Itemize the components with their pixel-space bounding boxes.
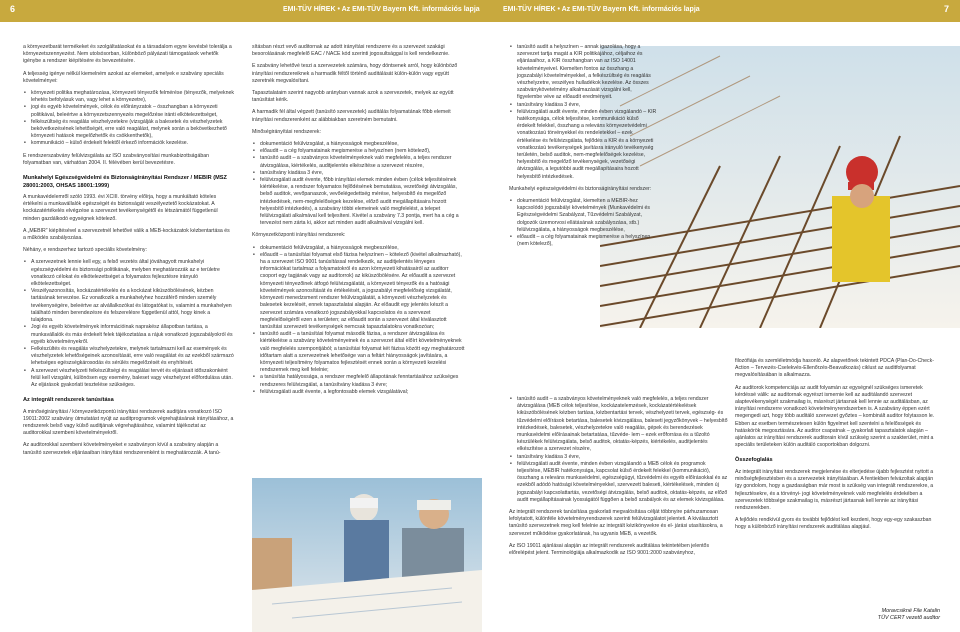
list-item: • Veszélyazonosítás, kockázatértékelés és a kockázat kiküszöbölésének, kézben tartásának tervezése. Ez vonatkozik a munkahelyhez hozzáférő minden személy tevékenységére, beleértve az alvállalkozókat és látogatókat is, valamint a munkahelyen található minden berendezésre és felszerelésre függetlenül attól, hogy kinek a tulajdona. (31, 288, 234, 324)
header-title-left: EMI-TÜV HÍREK • Az EMI-TÜV Bayern Kft. információs lapja (283, 6, 480, 13)
list-item: • a tanúsítás hatályossága, a rendszer megfelelő állapotának fenntartásához szükséges rendszeres felülvizsgálat, a tanúsítvány kiadása 3 évre; (260, 374, 465, 388)
list-item: • előaudit – a tanúsítási folyamat első fázisa helyszínen – kötelező (kivétel alkalmazható), ha a szervezet ISO 9001 tanúsítással rendelkezik, az auditjelentés lényeges információkat tartalmaz a folyamatokról és azon környezeti kihatásairól az auditorr csoport egy tagjának vagy az auditorrok) az kiküszöbölésére. Az előaudit a szervezet környezeti tényezőinek átfogó felülvizsgálatát, a környezeti tényezők és a hatósági követelmények azonosítását és értékelését, a jogszabályi megfelelőség vizsgálatát, környezeti menedzsment rendszer felülvizsgálatát, a környezeti vészhelyzetek és balesetek kezelését, ennek tapasztalatai alapján. Az előaudit egy jelentés készít a szervezet számára vonatkozó jogszabályokkal kapcsolatos és a szervezet megfelelőségéről ezen a területen; az előaudit során a szervezet által kiválasztott tanúsítási szervezeti tevékenységek nemcsak tapasztalatokra vonatkozóan; (260, 252, 465, 331)
author-title: TÜV CERT vezető auditor (877, 615, 940, 621)
bullet-list (23, 259, 234, 389)
list-item: • tanúsító audit – a tanúsítási folyamat második fázisa, a rendszer átvizsgálása és kiértékelése a szabvány követelményeinek és a szervezet által előírt követelményeknek való megfelelés szempontjából; a tanúsítási folyamat két fázisa között egy meghatározott időtartam alatt a szervezetnek lehetősége van a feltárt hiányosságok javítására, a környezeti teljesítmény folyamatos fejlesztését ennek során a környezeti kezelési rendszernek meg kell felelnie; (260, 331, 465, 374)
page-number-right: 7 (944, 4, 950, 14)
list-item: • dokumentáció felülvizsgálat, kiemelten a MEBIR-hez kapcsolódó jogszabályi követelmények (Munkavédelmi és Egészségvédelmi Szabályzat, Tűzvédelmi Szabályzat, dolgozók üzemorvosi ellátásának szabályozása, stb.) felülvizsgálata, a hiányosságok megbeszélése, (517, 198, 657, 234)
list-item: • felülvizsgálati audit évente, főbb irányítási elemek minden évben (célok teljesítésének kiértékelése, a rendszer folyamatos fejlődésének bemutatása, vezetőségi átvizsgálás, belső auditok, vevőpanaszok, vevőelégedettség mérése, helyesbítő és megelőző intézkedések, nem-megfelelőségek kezelése, előző audit megállapításaira hozott helyesbítő intézkedés), a szabvány többi elemeinek való megfelelést, a telepet felülvizsgálati alkalmával kell teljesíteni. Kivétel a szabvány 7.3 pontja, mert ha a cég a tervezést nem zárta ki, akkor azt minden audit alkalmával vizsgálni kell. (260, 177, 465, 227)
paragraph: A munkavédelemről szóló 1993. évi XCIII. törvény előírja, hogy a munkáltató köteles értékelni a munkavállalók egészségét és biztonságát veszélyeztető kockázatokat. A kockázatértékelés elvégzése a szervezet tevékenységétől és létszámától függetlenül minden gazdálkodó egységnek kötelező. (23, 194, 218, 222)
paragraph: Tapasztalataim szerint nagyobb arányban vannak azok a szervezetek, melyek az együtt tanúsítást kérik. (252, 90, 454, 104)
section-heading: Munkahelyi Egészségvédelmi és Biztonságirányítási Rendszer / MEBIR (MSZ 28001:2003, OHSAS 18001:1999) (23, 175, 227, 189)
bullet-list (509, 198, 657, 248)
paragraph: Néhány, e rendszerhez tartozó speciális követelmény: (23, 247, 147, 254)
page-number-left: 6 (10, 4, 16, 14)
paragraph: Az ISO 19011 ajánlásai alapján az integrált rendszerek auditálása tekintetében jelentős előrelépést jelent. Terminológiája alkalmazkodik az ISO 9001:2000 szabványhoz, (509, 542, 710, 557)
header-title-right: EMI-TÜV HÍREK • Az EMI-TÜV Bayern Kft. információs lapja (503, 6, 700, 13)
list-item: • A szervezet vészhelyzeti felkészültségi és reagálási tervét és eljárásait időszakonként felül kell vizsgálni, különösen egy esemény, baleset vagy vészhelyzet előfordulása után. Az eljárások gyakorlati tesztelése szükséges. (31, 368, 234, 390)
list-item: • tanúsító audit a helyszínen – annak igazolása, hogy a szervezet tartja magát a KIR politikájához, céljaihoz és eljárásaihoz, a KIR összhangban van az ISO 14001 követelményeivel. Kiemelten fontos az összhang a jogszabályi követelményekkel, a felkészültség és reagálás vészhelyzetre, veszélyes hulladékok kezelése. Az összes szabványkövetelmény alkalmazását vizsgálni kell, figyelembe véve az előaudit eredményeit. (517, 44, 657, 102)
list-item: • előaudit – a cég folyamatainak megismerése a helyszínen (nem kötelező), (517, 234, 657, 248)
paragraph: filozófiája és szemléletmódja hasonló. Az alapvetőnek tekintett PDCA (Plan-Do-Check-Action – Tervezés-Cselekvés-Ellenőrzés-Beavatkozás) ciklust az auditfolyamat megvalósításában is alkalmazza. (735, 358, 934, 379)
column-1 (23, 44, 234, 632)
list-item: • Felkészültés és reagálás vészhelyzetekre, melynek tartalmazni kell az események és vészhelyzetek lehetőségeinek azonosítását, erre való reagálást és az ezekből származó lehetséges egészségkárosodás és sérülés megelőzését és enyhítését. (31, 346, 234, 368)
paragraph: Az auditorokkal szembeni követelményeket e szabványon kívül a szabvány alapján a tanúsító szervezetek eljárásaiban irányítási rendszerenként is meghatározzák. A tanú- (23, 442, 221, 456)
list-item: • tanúsítvány kiadása 3 évre, (517, 454, 731, 461)
list-item: • felkészültség és reagálás vészhelyzetekre (vizsgálják a balesetek és vészhelyzetek bekövetkezésének lehetőségét, erre való reagálást, melynek során a bekövetkezhető környezeti hatások megelőzhetők és csökkenthetők), (31, 119, 234, 141)
paragraph: Munkahelyi egészségvédelmi és biztonságirányítási rendszer: (509, 185, 652, 192)
list-item: • tanúsítvány kiadása 3 évre, (260, 170, 465, 177)
paragraph: sításban részt vevő auditornak az adott irányítási rendszerre és a szervezet szakági besorolásának megfelelő EAC / NACE kód szerinti jogosultsággal is kell rendelkeznie. (252, 44, 450, 58)
list-item: • dokumentáció felülvizsgálat, a hiányosságok megbeszélése, (260, 245, 465, 252)
bullet-list (23, 90, 234, 148)
list-item: • tanúsítvány kiadása 3 évre, (517, 102, 657, 109)
list-item: • felülvizsgálati audit évente, minden évben vizsgálandó – KIR hatékonysága, célok teljesítése, kommunikáció külső érdekelt felekkel, összhang a releváns környezetvédelmi vonatkozású törvényekkel és rendeletekkel – ezek értékelése és felülvizsgálata, fejlődés a KIR és a környezeti vonatkozású tevékenységek javításra irányuló tevékenység területén, belső auditok, nem-megfelelőségek kezelése, helyesbítő és megelőző tevékenységek, vezetőségi átvizsgálás, a legutóbbi audit megállapításaira hozott helyesbítő intézkedések. (517, 109, 657, 181)
paragraph: Az integrált rendszerek tanúsítása gyakorlati megvalósítása célját többnyire párhuzamosan lefolytatott, különféle követelményrendszerek szerinti felülvizsgálatot jelenteti. A kiválasztott tanúsító szervezetnek meg kell felelnie az integrált kézikönyvekre és el- járási utasításokra, a szervezet működése gyakorlatának, ha ugyanis MEB, a vezetők. (509, 509, 723, 537)
list-item: • felülvizsgálati audit évente, a legfontosabb elemek vizsgálatával; (260, 389, 465, 396)
list-item: • Jogi és egyéb követelmények információinak naprakész állapotban tartása, a munkavállalók és más érdekelt felek tájékoztatása a rájuk vonatkozó jogszabályokról és egyéb követelményekről. (31, 324, 234, 346)
paragraph: A harmadik fél által végzett (tanúsító szervezetek) auditálás folyamatának főbb elemeit irányítási rendszerenként az alábbiakban szeretném bemutatni. (252, 109, 451, 123)
bullet-list (509, 44, 657, 181)
column-2 (252, 44, 465, 474)
column-4 (735, 358, 940, 632)
list-item: • felülvizsgálati audit évente, minden évben vizsgálandó a MEB célok és programok teljesítése, MEBIR hatékonysága, kapcsolat külső érdekelt felekkel (kommunikáció), összhang a releváns munkavédelmi, egészségügyi, tűzvédelmi és egyéb előírásokkal és az ezekből adódó hatósági követelményekkel, szervezett baleseti, kiértékelések, minden új jogszabályi kapcsolattartás, vezetőségi átvizsgálás, belső auditok, oktatás-képzés, az előző audit megállapításainak lyosságától függően a belső szabályok és az elemek kivizsgálása. (517, 461, 731, 504)
list-item: • dokumentáció felülvizsgálat, a hiányosságok megbeszélése, (260, 141, 465, 148)
list-item: • tanúsító audit – a szabványos követelményeknek való megfelelés, a teljes rendszer átvizsgálása, kiértékelés, auditjelentés elkészítése a szervezet részére, (260, 155, 465, 169)
list-item: • jogi és egyéb követelmények, célok és előirányzatok – összhangban a környezeti politikával, beleértve a környezetszennyezés megelőzése iránti elkötelezettséget, (31, 104, 234, 118)
list-item: • környezeti politika meghatározása, környezeti tényezők felmérése (tényezők, melyeknek lehetés befolyásuk van, vagy lehet a környezetre), (31, 90, 234, 104)
paragraph: a környezetbarát termékeket és szolgáltatásokat és a társadalom egyre kevésbé tolerálja a környezetszennyezést. Nem utolsósorban, különböző pályázati támogatások vehetők igénybe a rendszer kiépítésére és bevezetésére. (23, 44, 232, 65)
paragraph: Környezetközponti irányítási rendszerek: (252, 232, 346, 239)
paragraph: A minőségirányítási / környezetközpontú irányítási rendszerek auditjára vonatkozó ISO 19011:2002 szabvány útmutatást nyújt az auditprogramok végrehajtásának irányításához, a rendszerek belső vagy külső auditjának végrehajtásához, valamint tájékoztat az auditorokkal szembeni követelményekről. (23, 408, 234, 437)
engineers-illustration (252, 478, 482, 632)
list-item: • kommunikáció – külső érdekelt felektől érkező információk kezelése. (31, 140, 234, 147)
paragraph: E rendszerszabvány felülvizsgálata az ISO szabványosítási munkabizottságában folyamatban van, várhatóan 2004. II. félévében kerül bevezetésre. (23, 152, 209, 166)
paragraph: A teljesség igénye nélkül kiemelném azokat az elemeket, amelyek e szabvány speciális követelményei: (23, 70, 224, 84)
section-heading: Összefoglalás (735, 457, 773, 464)
paragraph: E szabvány lehetővé teszi a szervezetek számára, hogy döntsenek arról, hogy különböző irányítási rendszereiknek a harmadik féltől történő auditálását külön-külön vagy együtt szeretnék megvalósítani. (252, 63, 458, 84)
list-item: • előaudit – a cég folyamatainak megismerése a helyszínen (nem kötelező), (260, 148, 465, 155)
paragraph: Az auditorok kompetenciája az audit folyamán az egységnél szükséges ismeretek kérdéssé válik: az auditornak egyrészt ismernie kell az auditálandó szervezet alaptevékenységét szakmailag is, másrészt jártasnak kell lennie az auditálásban, az irányítási rendszerre vonatkozó követelményrendszerben is. A szabvány éppen ezért megengedi azt, hogy több auditáló szervezet győztes – kombinált auditor folytasson le. Ebben az esetben természetesen külön figyelmet kell szentelni a felelősségek és hatáskörök megosztására. Az auditor csapatnak – gyakorlati tapasztalatok alapján – ajánlatos az irányítási rendszerek auditorain kívül szükség szerint a szakterület, mint a speciális területeken külön auditáló csoportokban dolgozni. (735, 384, 935, 449)
bullet-list (509, 396, 731, 504)
author-signature (800, 608, 940, 622)
engineers-blueprint-photo (252, 478, 482, 632)
paragraph: Az integrált irányítási rendszerek megjelenése és elterjedése újabb fejlesztést nyitott a minőségfejlesztésben és a szervezetek irányításában. A fentiekben felvázoltak alapján így gondolom, hogy a gazdaságban már most is szükség van integrált rendszerekre, a fejlesztésekre, és a törvényi- jogi követelményeknek való megfelelés érdekében a szervezetek többsége szakmailag is, másrészt jártasnak kell lennie az irányítási rendszerekben. (735, 468, 934, 511)
paragraph: A fejlődés rendkívül gyors és további fejlődést kell kezdeni, hogy egy-egy szakaszban hogy a különböző irányítási rendszerek auditálása alapjául. (735, 517, 932, 531)
bullet-list (252, 245, 465, 396)
paragraph: Minőségirányítási rendszerek: (252, 128, 321, 135)
author-name: Moravcsikné File Katalin (881, 608, 940, 614)
section-heading: Az integrált rendszerek tanúsítása (23, 397, 114, 404)
list-item: • A szervezetnek lennie kell egy, a felső vezetés által jóváhagyott munkahelyi egészségvédelmi és biztonsági politikának, melyben meghatározzák az e területre vonatkozó célokat és elkötelezettséget a folyamatos fejlesztésre irányuló elkötelezettséget. (31, 259, 234, 288)
column-3-lower (509, 396, 731, 632)
bullet-list (252, 141, 465, 227)
paragraph: A „MEBIR” kiépítésével a szervezetnél lehetővé válik a MEB-kockázatok kézbentartása és a működés szabályozása. (23, 227, 230, 242)
list-item: • tanúsító audit – a szabványos követelményeknek való megfelelés, a teljes rendszer átvizsgálása (MEB célok teljesítése, kockázatelemzések, kockázatértékelések kiküszöbölésének kézben tartása, kézbentartási tervek, vészhelyzeti tervek, egészség- és tűzvédelmi előírások betartása, balesetek kivizsgálása, baleseti jegyzőkönyvek – helyesbítő intézkedések, balesetek, vészhelyzetekre való reagálás, gépek és berendezések munkavédelmi előírásainak betartatása, tűzvéde- lem – ezek erőforrása és a tűzoltó készülékek felülvizsgálata, belső auditok, oktatás-képzés, kiértékelés, auditjelentés elkészítése a szervezet részére, (517, 396, 731, 454)
